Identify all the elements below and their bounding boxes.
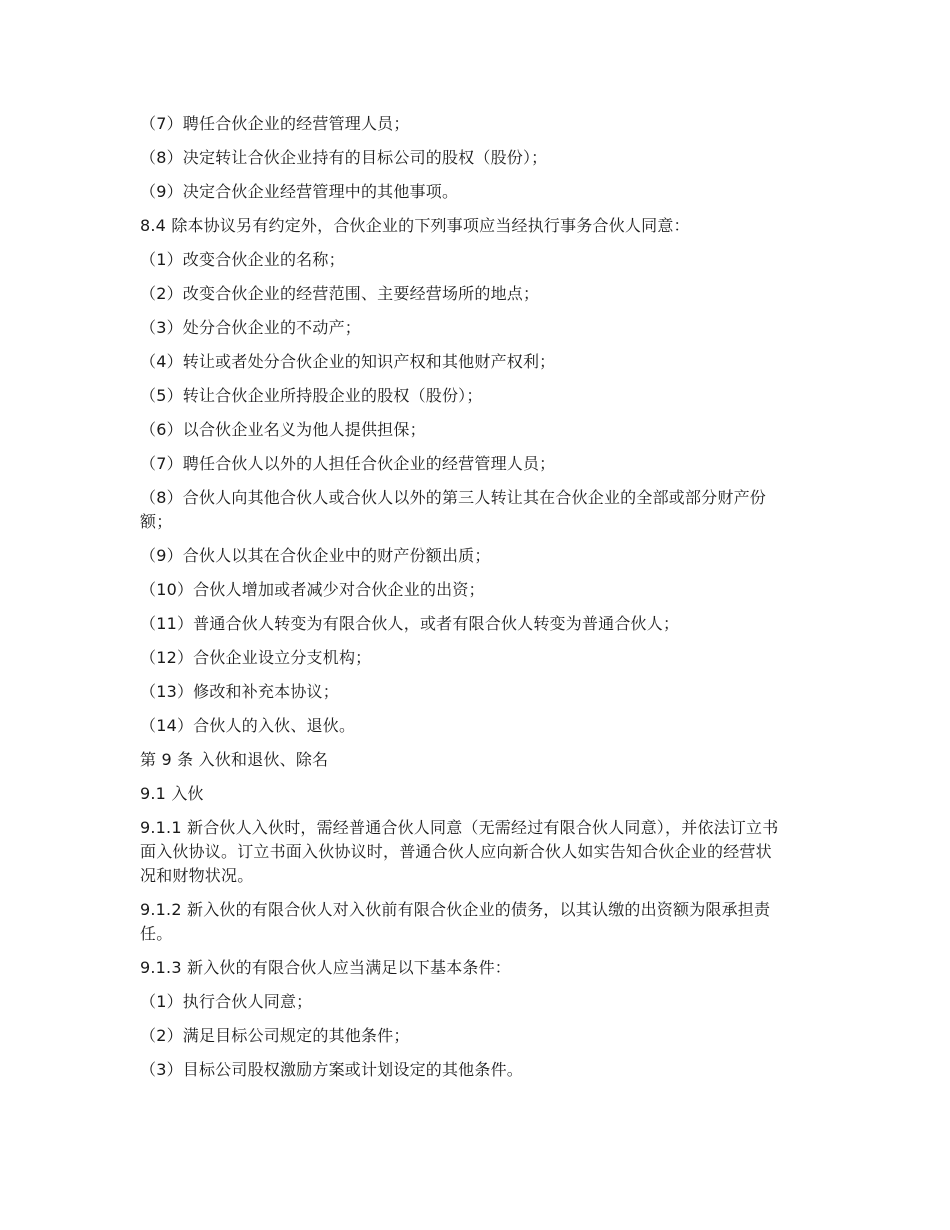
clause-9-1-3-item-2: （2）满足目标公司规定的其他条件； bbox=[140, 1026, 410, 1045]
clause-9-1-3-item-1: （1）执行合伙人同意； bbox=[140, 992, 313, 1011]
clause-8-4-item-6: （6）以合伙企业名义为他人提供担保； bbox=[140, 420, 426, 439]
clause-8-4-item-4: （4）转让或者处分合伙企业的知识产权和其他财产权利； bbox=[140, 352, 556, 371]
clause-8-4-item-11: （11）普通合伙人转变为有限合伙人，或者有限合伙人转变为普通合伙人； bbox=[140, 614, 680, 633]
clause-8-4-item-5: （5）转让合伙企业所持股企业的股权（股份）； bbox=[140, 386, 483, 405]
clause-8-4-item-13: （13）修改和补充本协议； bbox=[140, 682, 339, 701]
clause-8-4-item-7: （7）聘任合伙人以外的人担任合伙企业的经营管理人员； bbox=[140, 454, 556, 473]
clause-8-4-heading: 8.4 除本协议另有约定外，合伙企业的下列事项应当经执行事务合伙人同意： bbox=[140, 216, 690, 235]
clause-8-4-item-3: （3）处分合伙企业的不动产； bbox=[140, 318, 361, 337]
clause-9-1-2: 9.1.2 新入伙的有限合伙人对入伙前有限合伙企业的债务，以其认缴的出资额为限承担责任。 bbox=[140, 900, 771, 943]
section-9-1-heading: 9.1 入伙 bbox=[140, 784, 204, 803]
clause-8-4-item-10: （10）合伙人增加或者减少对合伙企业的出资； bbox=[140, 580, 485, 599]
clause-8-4-item-14: （14）合伙人的入伙、退伙。 bbox=[140, 716, 356, 735]
clause-item-9-other-matters: （9）决定合伙企业经营管理中的其他事项。 bbox=[140, 182, 459, 201]
clause-9-1-3-item-3: （3）目标公司股权激励方案或计划设定的其他条件。 bbox=[140, 1060, 523, 1079]
clause-8-4-item-2: （2）改变合伙企业的经营范围、主要经营场所的地点； bbox=[140, 284, 540, 303]
clause-9-1-3: 9.1.3 新入伙的有限合伙人应当满足以下基本条件： bbox=[140, 958, 511, 977]
clause-8-4-item-9: （9）合伙人以其在合伙企业中的财产份额出质； bbox=[140, 546, 491, 565]
clause-item-7-hire-managers: （7）聘任合伙企业的经营管理人员； bbox=[140, 114, 410, 133]
clause-8-4-item-1: （1）改变合伙企业的名称； bbox=[140, 250, 345, 269]
clause-8-4-item-8: （8）合伙人向其他合伙人或合伙人以外的第三人转让其在合伙企业的全部或部分财产份额； bbox=[140, 488, 766, 531]
clause-8-4-item-12: （12）合伙企业设立分支机构； bbox=[140, 648, 372, 667]
clause-item-8-transfer-equity: （8）决定转让合伙企业持有的目标公司的股权（股份）； bbox=[140, 148, 548, 167]
clause-9-1-1: 9.1.1 新合伙人入伙时，需经普通合伙人同意（无需经过有限合伙人同意），并依法订立书面入伙协议。订立书面入伙协议时，普通合伙人应向新合伙人如实告知合伙企业的经营状况和财物状况。 bbox=[140, 818, 779, 885]
document-body bbox=[140, 112, 780, 1092]
article-9-heading: 第 9 条 入伙和退伙、除名 bbox=[140, 750, 329, 769]
